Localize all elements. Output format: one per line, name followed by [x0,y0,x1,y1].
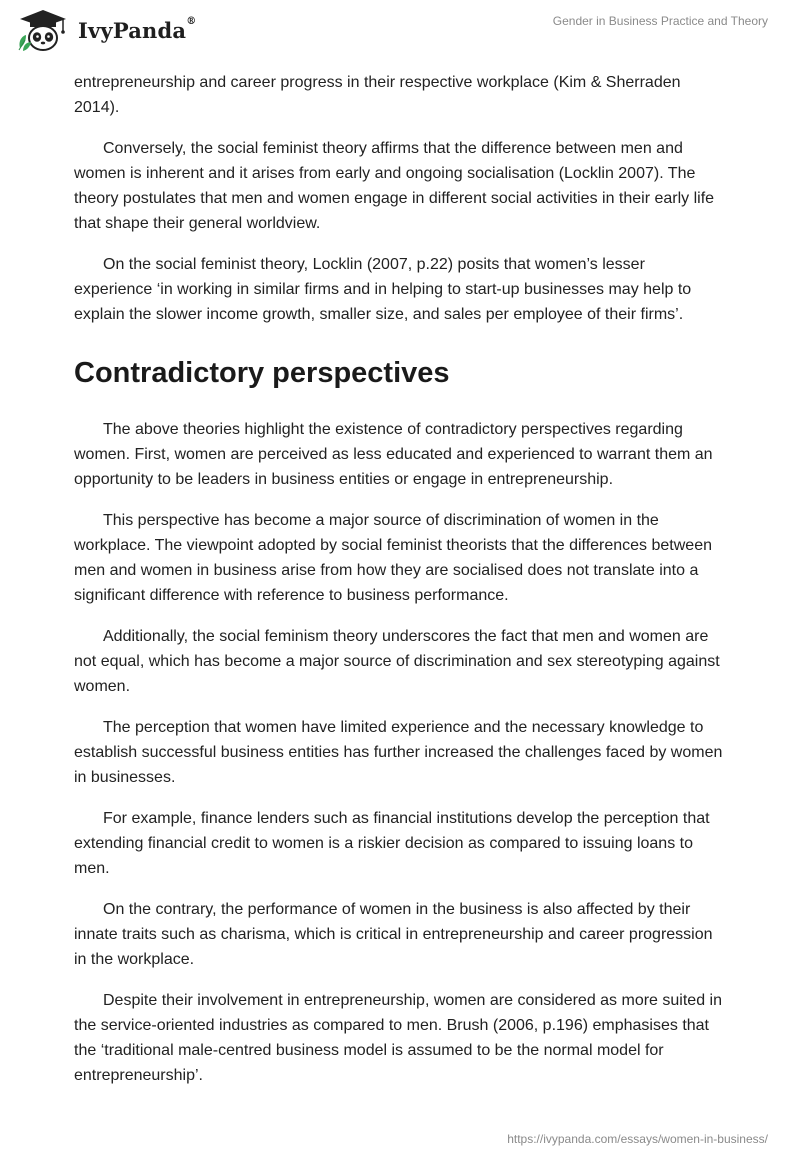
section-heading: Contradictory perspectives [74,357,450,389]
source-url[interactable]: https://ivypanda.com/essays/women-in-business/ [507,1132,768,1146]
paragraph: For example, finance lenders such as financial institutions develop the perception that extending financial credit to women is a riskier decision as compared to issuing loans to men. [74,810,710,877]
panda-graduate-icon [14,8,72,52]
paragraph: Additionally, the social feminism theory underscores the fact that men and women are not equal, which has become a major source of discrimination and sex stereotyping against women. [74,628,720,695]
article-body [74,70,726,1104]
paragraph: The perception that women have limited experience and the necessary knowledge to establish successful business entities has further increased the challenges faced by women in businesses. [74,719,723,786]
paragraph: entrepreneurship and career progress in their respective workplace (Kim & Sherraden 2014). [74,74,681,116]
paragraph: The above theories highlight the existence of contradictory perspectives regarding women. First, women are perceived as less educated and experienced to warrant them an opportunity to be leaders in business entities or engage in entrepreneurship. [74,421,713,488]
paragraph: On the contrary, the performance of women in the business is also affected by their innate traits such as charisma, which is critical in entrepreneurship and career progression in the workplace. [74,901,713,968]
registered-mark: ® [186,15,197,27]
ivypanda-logo[interactable] [14,8,196,52]
document-title: Gender in Business Practice and Theory [552,14,768,28]
paragraph: Despite their involvement in entrepreneurship, women are considered as more suited in the service-oriented industries as compared to men. Brush (2006, p.196) emphasises that the ‘traditional male-centred business model is assumed to be the normal model for entrepreneurship’. [74,992,722,1084]
page-header [0,0,800,70]
brand-text: IvyPanda [78,17,187,43]
brand-name [78,15,197,43]
paragraph: Conversely, the social feminist theory affirms that the difference between men and women is inherent and it arises from early and ongoing socialisation (Locklin 2007). The theory postulates that men and women engage in different social activities in their early life that shape their general worldview. [74,140,715,232]
paragraph: On the social feminist theory, Locklin (2007, p.22) posits that women’s lesser experience ‘in working in similar firms and in helping to start-up businesses may help to explain the slower income growth, smaller size, and sales per employee of their firms’. [74,256,692,323]
paragraph: This perspective has become a major source of discrimination of women in the workplace. The viewpoint adopted by social feminist theorists that the differences between men and women in business arise from how they are socialised does not translate into a significant difference with reference to business performance. [74,512,712,604]
